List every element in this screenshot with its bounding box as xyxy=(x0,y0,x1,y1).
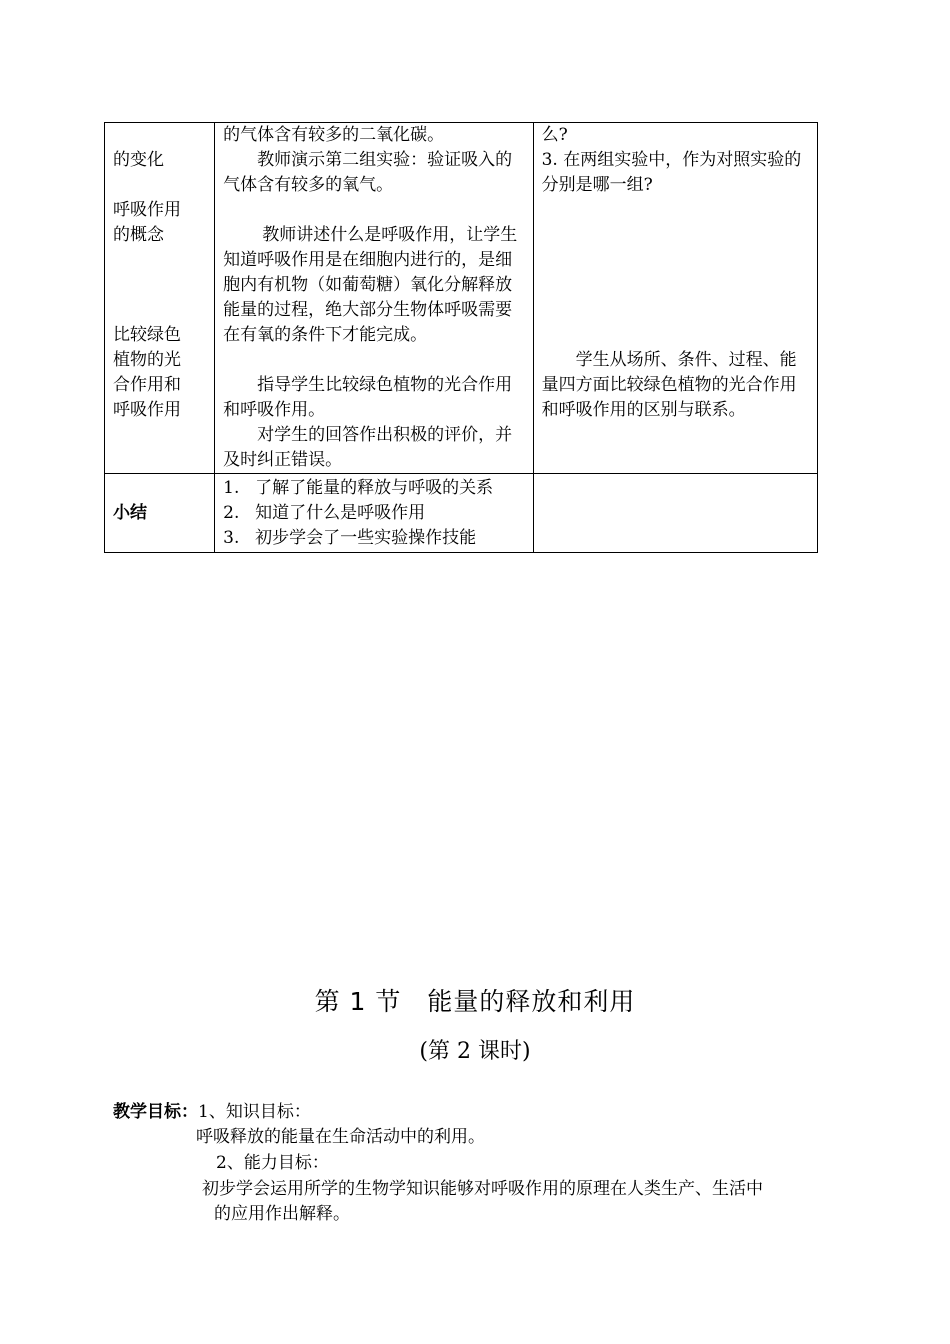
objective-2-text-cont: 的应用作出解释。 xyxy=(214,1204,350,1224)
objectives-label: 教学目标： xyxy=(113,1102,198,1122)
summary-label: 小结 xyxy=(113,502,147,523)
teacher-activity-cell xyxy=(215,123,533,474)
objective-2-heading: 2、能力目标： xyxy=(216,1153,329,1173)
teacher-text: 指导学生比较绿色植物的光合作用和呼吸作用。 xyxy=(223,375,513,420)
objective-1-heading: 1、知识目标： xyxy=(198,1102,311,1122)
objectives-heading xyxy=(113,1100,311,1125)
table-row xyxy=(105,123,818,474)
student-activity-cell xyxy=(533,123,817,474)
summary-items-cell xyxy=(215,474,533,553)
list-item: 1. 了解了能量的释放与呼吸的关系 xyxy=(223,477,494,498)
lesson-table xyxy=(104,122,818,553)
summary-empty-cell xyxy=(533,474,817,553)
teacher-text: 的气体含有较多的二氧化碳。 xyxy=(223,125,445,145)
objective-2-text: 初步学会运用所学的生物学知识能够对呼吸作用的原理在人类生产、生活中 xyxy=(202,1179,763,1199)
topic-text: 植物的光 xyxy=(113,350,181,370)
student-text: 学生从场所、条件、过程、能量四方面比较绿色植物的光合作用和呼吸作用的区别与联系。 xyxy=(541,350,797,420)
student-text: 3. 在两组实验中，作为对照实验的分别是哪一组? xyxy=(541,150,802,195)
section-title: 第 1 节 能量的释放和利用 xyxy=(314,987,636,1016)
student-text: 么? xyxy=(541,125,568,145)
topic-text: 合作用和 xyxy=(113,375,181,395)
teacher-text: 教师演示第二组实验：验证吸入的气体含有较多的氧气。 xyxy=(223,150,513,195)
teacher-text: 对学生的回答作出积极的评价，并及时纠正错误。 xyxy=(223,425,513,470)
list-item: 3. 初步学会了一些实验操作技能 xyxy=(223,527,477,548)
summary-list xyxy=(223,476,528,551)
summary-row xyxy=(105,474,818,553)
topic-text: 比较绿色 xyxy=(113,325,181,345)
summary-label-cell xyxy=(105,474,215,553)
topic-text: 的概念 xyxy=(113,225,164,245)
section-subtitle: (第 2 课时) xyxy=(419,1039,531,1064)
teacher-text: 教师讲述什么是呼吸作用，让学生知道呼吸作用是在细胞内进行的，是细胞内有机物（如葡萄糖）氧化分解释放能量的过程，绝大部分生物体呼吸需要在有氧的条件下才能完成。 xyxy=(223,225,518,345)
topic-text: 呼吸作用 xyxy=(113,400,181,420)
topic-text: 呼吸作用 xyxy=(113,200,181,220)
topic-text: 的变化 xyxy=(113,150,164,170)
list-item: 2. 知道了什么是呼吸作用 xyxy=(223,502,426,523)
topic-cell xyxy=(105,123,215,474)
objective-1-text: 呼吸释放的能量在生命活动中的利用。 xyxy=(196,1127,485,1147)
